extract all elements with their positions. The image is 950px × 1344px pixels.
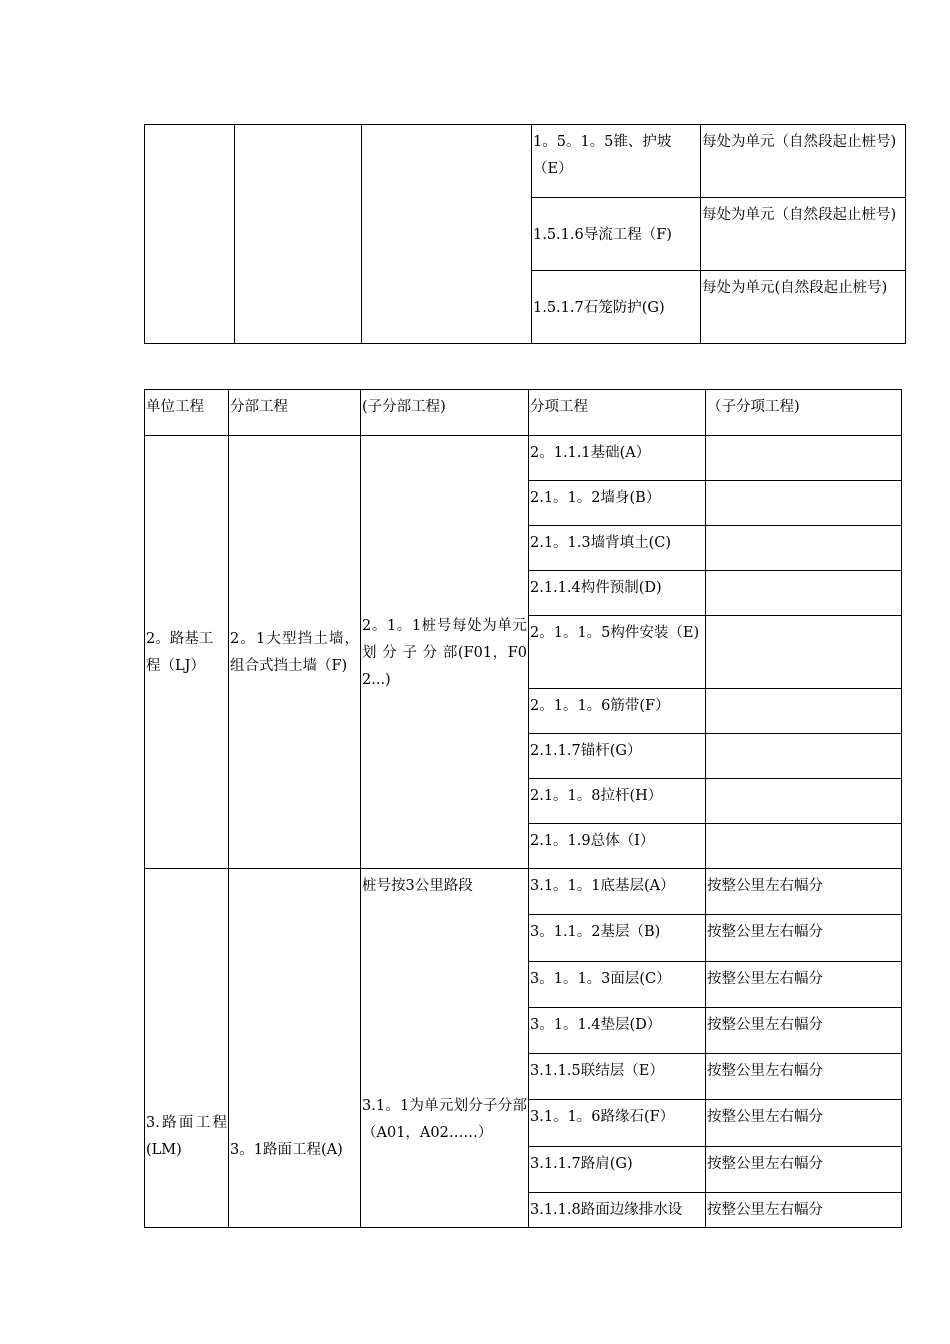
- sub-item-cell: 按整公里左右幅分: [706, 1192, 902, 1227]
- empty-cell: [706, 481, 902, 526]
- subdivision-note: 桩号按3公里路段: [362, 878, 473, 894]
- item-cell: 2.1.1.7锚杆(G）: [529, 734, 706, 779]
- sub-item-cell: 按整公里左右幅分: [706, 1007, 902, 1053]
- unit-project-cell: 3.路面工程(LM): [145, 869, 229, 1228]
- item-cell: 1。5。1。5锥、护坡（E）: [532, 125, 701, 198]
- sub-item-cell: 按整公里左右幅分: [706, 1100, 902, 1146]
- empty-cell: [362, 125, 532, 344]
- empty-cell: [706, 689, 902, 734]
- empty-cell: [706, 779, 902, 824]
- item-cell: 1.5.1.6导流工程（F): [532, 198, 701, 271]
- item-cell: 2。1.1.1基础(A）: [529, 436, 706, 481]
- sub-item-cell: 按整公里左右幅分: [706, 915, 902, 961]
- item-cell: 3.1.1.8路面边缘排水设: [529, 1192, 706, 1227]
- empty-cell: [145, 125, 235, 344]
- header-row: [145, 390, 902, 436]
- item-cell: 3.1。1。6路缘石(F）: [529, 1100, 706, 1146]
- empty-cell: [706, 436, 902, 481]
- subdivision-rule: 3.1。1为单元划分子分部（A01，A02……）: [362, 1098, 527, 1141]
- item-cell: 3。1。1。3面层(C）: [529, 961, 706, 1007]
- item-cell: 3。1。1.4垫层(D）: [529, 1007, 706, 1053]
- unit-cell: 每处为单元（自然段起止桩号): [701, 125, 906, 198]
- sub-item-cell: 按整公里左右幅分: [706, 1054, 902, 1100]
- item-cell: 1.5.1.7石笼防护(G): [532, 271, 701, 344]
- empty-cell: [706, 526, 902, 571]
- empty-cell: [706, 734, 902, 779]
- header-cell: 单位工程: [145, 390, 229, 436]
- item-cell: 3.1.1.5联结层（E）: [529, 1054, 706, 1100]
- table-row: [145, 869, 902, 915]
- item-cell: 2.1。1。2墙身(B）: [529, 481, 706, 526]
- item-cell: 3.1。1。1底基层(A）: [529, 869, 706, 915]
- continuation-table: [144, 124, 906, 344]
- sub-item-cell: 按整公里左右幅分: [706, 1146, 902, 1192]
- division-cell: 3。1路面工程(A): [229, 869, 361, 1228]
- empty-cell: [706, 824, 902, 869]
- item-cell: 3.1.1.7路肩(G): [529, 1146, 706, 1192]
- unit-project-cell: 2。路基工程（LJ）: [145, 436, 229, 869]
- item-cell: 2.1。1.9总体（I）: [529, 824, 706, 869]
- item-cell: 2.1。1。8拉杆(H）: [529, 779, 706, 824]
- sub-item-cell: 按整公里左右幅分: [706, 961, 902, 1007]
- item-cell: 2。1。1。5构件安装（E): [529, 616, 706, 689]
- item-cell: 3。1.1。2基层（B): [529, 915, 706, 961]
- table-row: [145, 436, 902, 481]
- division-cell: 2。1大型挡土墙，组合式挡土墙（F): [229, 436, 361, 869]
- empty-cell: [235, 125, 362, 344]
- sub-item-cell: 按整公里左右幅分: [706, 869, 902, 915]
- unit-cell: 每处为单元(自然段起止桩号): [701, 271, 906, 344]
- header-cell: （子分项工程): [706, 390, 902, 436]
- item-cell: 2。1。1。6筋带(F）: [529, 689, 706, 734]
- header-cell: 分部工程: [229, 390, 361, 436]
- header-cell: (子分部工程): [361, 390, 529, 436]
- item-cell: 2.1。1.3墙背填土(C): [529, 526, 706, 571]
- header-cell: 分项工程: [529, 390, 706, 436]
- subdivision-cell: [361, 869, 529, 1228]
- empty-cell: [706, 571, 902, 616]
- item-cell: 2.1.1.4构件预制(D): [529, 571, 706, 616]
- empty-cell: [706, 616, 902, 689]
- unit-cell: 每处为单元（自然段起止桩号): [701, 198, 906, 271]
- subdivision-cell: 2。1。1桩号每处为单元 划 分 子 分 部(F01，F02...): [361, 436, 529, 869]
- division-table: [144, 389, 902, 1228]
